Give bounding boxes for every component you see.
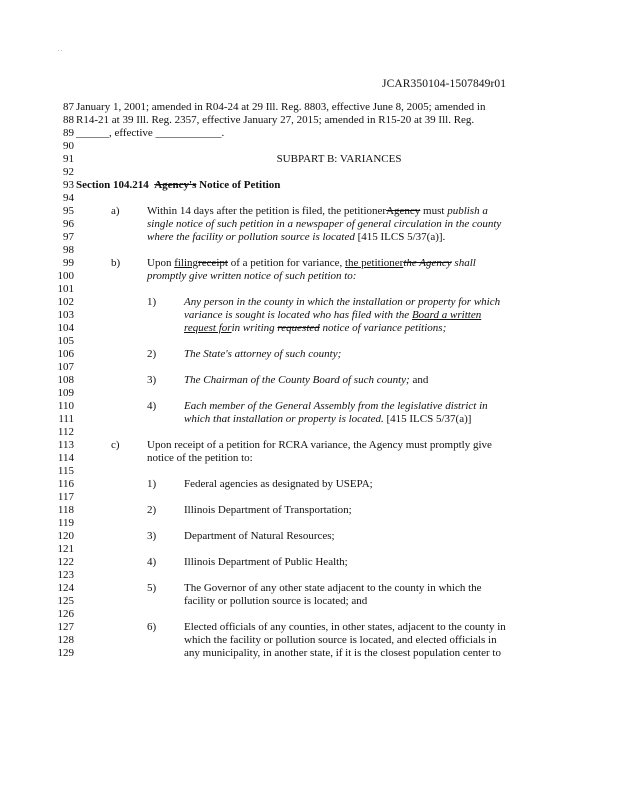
- line-number: 87: [63, 101, 74, 113]
- item-text: Illinois Department of Public Health;: [184, 556, 348, 568]
- line-number: 124: [57, 582, 74, 594]
- struck-text: Agency: [386, 205, 421, 217]
- item-text: any municipality, in another state, if it is the closest population center to: [184, 647, 501, 659]
- item-text: which that installation or property is located. [415 ILCS 5/37(a)]: [184, 413, 472, 425]
- line-number: 97: [63, 231, 74, 243]
- line-number: 125: [57, 595, 74, 607]
- line-number: 106: [57, 348, 74, 360]
- line-97: [0, 231, 618, 244]
- subsection-text: Within 14 days after the petition is filed, the petitionerAgency must publish a: [147, 205, 488, 217]
- line-99: [0, 257, 618, 270]
- line-number: 101: [57, 283, 74, 295]
- line-107: [0, 361, 618, 374]
- line-number: 113: [57, 439, 74, 451]
- line-92: [0, 166, 618, 179]
- line-91: [0, 153, 618, 166]
- line-number: 105: [57, 335, 74, 347]
- line-113: [0, 439, 618, 452]
- line-number: 103: [57, 309, 74, 321]
- source-note: ______, effective ____________.: [76, 127, 225, 139]
- item-label: 3): [147, 374, 157, 386]
- line-117: [0, 491, 618, 504]
- item-label: 4): [147, 400, 157, 412]
- line-number: 111: [58, 413, 74, 425]
- item-label: 2): [147, 348, 157, 360]
- subpart-heading: SUBPART B: VARIANCES: [276, 153, 402, 165]
- line-129: [0, 647, 618, 660]
- line-88: [0, 114, 618, 127]
- item-label: 2): [147, 504, 157, 516]
- line-89: [0, 127, 618, 140]
- line-number: 89: [63, 127, 74, 139]
- item-label: 1): [147, 296, 157, 308]
- line-number: 98: [63, 244, 74, 256]
- line-number: 88: [63, 114, 74, 126]
- line-119: [0, 517, 618, 530]
- line-number: 121: [57, 543, 74, 555]
- line-102: [0, 296, 618, 309]
- line-number: 120: [57, 530, 74, 542]
- line-number: 102: [57, 296, 74, 308]
- line-94: [0, 192, 618, 205]
- line-number: 114: [57, 452, 74, 464]
- line-93: [0, 179, 618, 192]
- line-110: [0, 400, 618, 413]
- subsection-text: where the facility or pollution source is located [415 ILCS 5/37(a)].: [147, 231, 446, 243]
- line-number: 92: [63, 166, 74, 178]
- line-number: 100: [57, 270, 74, 282]
- item-text: Federal agencies as designated by USEPA;: [184, 478, 373, 490]
- line-112: [0, 426, 618, 439]
- line-116: [0, 478, 618, 491]
- line-number: 116: [57, 478, 74, 490]
- item-text: facility or pollution source is located; and: [184, 595, 368, 607]
- line-103: [0, 309, 618, 322]
- line-number: 123: [57, 569, 74, 581]
- line-number: 95: [63, 205, 74, 217]
- line-number: 128: [57, 634, 74, 646]
- item-text: which the facility or pollution source is located, and elected officials in: [184, 634, 497, 646]
- item-text: Department of Natural Resources;: [184, 530, 335, 542]
- line-122: [0, 556, 618, 569]
- line-114: [0, 452, 618, 465]
- line-number: 115: [57, 465, 74, 477]
- subsection-text: Upon receipt of a petition for RCRA variance, the Agency must promptly give: [147, 439, 492, 451]
- item-text: Each member of the General Assembly from the legislative district in: [184, 400, 488, 412]
- item-label: 1): [147, 478, 157, 490]
- subsection-text: notice of the petition to:: [147, 452, 253, 464]
- line-number: 119: [57, 517, 74, 529]
- line-number: 99: [63, 257, 74, 269]
- line-number: 112: [57, 426, 74, 438]
- line-101: [0, 283, 618, 296]
- line-111: [0, 413, 618, 426]
- subsection-text: single notice of such petition in a newspaper of general circulation in the county: [147, 218, 502, 230]
- item-text: Illinois Department of Transportation;: [184, 504, 352, 516]
- line-number: 126: [57, 608, 74, 620]
- line-number: 90: [63, 140, 74, 152]
- subsection-label: c): [111, 439, 120, 451]
- line-number: 91: [63, 153, 74, 165]
- struck-text: Agency's: [154, 179, 197, 191]
- line-105: [0, 335, 618, 348]
- line-number: 104: [57, 322, 74, 334]
- line-104: [0, 322, 618, 335]
- struck-text: the Agency: [403, 257, 452, 269]
- subsection-label: b): [111, 257, 121, 269]
- line-106: [0, 348, 618, 361]
- line-109: [0, 387, 618, 400]
- document-id: JCAR350104-1507849r01: [382, 78, 507, 90]
- line-98: [0, 244, 618, 257]
- line-96: [0, 218, 618, 231]
- section-heading: [76, 179, 280, 192]
- item-text: variance is sought is located who has filed with the Board a written: [184, 309, 482, 321]
- inserted-text: Board a written: [411, 309, 482, 321]
- item-text: request forin writing requested notice of variance petitions;: [184, 322, 447, 334]
- subsection-text: promptly give written notice of such petition to:: [147, 270, 357, 282]
- line-number: 118: [57, 504, 74, 516]
- line-127: [0, 621, 618, 634]
- line-number: 96: [63, 218, 74, 230]
- struck-text: receipt: [198, 257, 228, 269]
- line-124: [0, 582, 618, 595]
- line-number: 117: [57, 491, 74, 503]
- item-label: 6): [147, 621, 157, 633]
- source-note: R14-21 at 39 Ill. Reg. 2357, effective January 27, 2015; amended in R15-20 at 39 Ill. Reg.: [76, 114, 475, 126]
- line-121: [0, 543, 618, 556]
- item-text: The Governor of any other state adjacent to the county in which the: [184, 582, 482, 594]
- line-number: 127: [57, 621, 74, 633]
- item-text: The Chairman of the County Board of such county; and: [184, 374, 429, 386]
- line-90: [0, 140, 618, 153]
- struck-text: requested: [277, 322, 320, 334]
- section-number: Section 104.214: [76, 179, 149, 191]
- item-label: 4): [147, 556, 157, 568]
- inserted-text: request for: [184, 322, 232, 334]
- line-number: 122: [57, 556, 74, 568]
- line-number: 108: [57, 374, 74, 386]
- item-text: Any person in the county in which the installation or property for which: [184, 296, 501, 308]
- line-125: [0, 595, 618, 608]
- line-number: 109: [57, 387, 74, 399]
- line-number: 94: [63, 192, 74, 204]
- item-label: 5): [147, 582, 157, 594]
- subsection-label: a): [111, 205, 120, 217]
- inserted-text: filing: [174, 257, 199, 269]
- line-120: [0, 530, 618, 543]
- subsection-text: Upon filingreceipt of a petition for variance, the petitionerthe Agency shall: [147, 257, 476, 269]
- line-108: [0, 374, 618, 387]
- section-title: Notice of Petition: [196, 179, 281, 191]
- line-123: [0, 569, 618, 582]
- line-number: 93: [63, 179, 74, 191]
- item-text: Elected officials of any counties, in other states, adjacent to the county in: [184, 621, 506, 633]
- item-label: 3): [147, 530, 157, 542]
- line-number: 110: [57, 400, 74, 412]
- line-115: [0, 465, 618, 478]
- item-text: The State's attorney of such county;: [184, 348, 342, 360]
- corner-mark: . .: [58, 47, 63, 53]
- line-128: [0, 634, 618, 647]
- line-87: [0, 101, 618, 114]
- line-95: [0, 205, 618, 218]
- line-number: 129: [57, 647, 74, 659]
- source-note: January 1, 2001; amended in R04-24 at 29 Ill. Reg. 8803, effective June 8, 2005; amended in: [76, 101, 486, 113]
- line-126: [0, 608, 618, 621]
- inserted-text: the petitioner: [344, 257, 404, 269]
- line-118: [0, 504, 618, 517]
- line-number: 107: [57, 361, 74, 373]
- line-100: [0, 270, 618, 283]
